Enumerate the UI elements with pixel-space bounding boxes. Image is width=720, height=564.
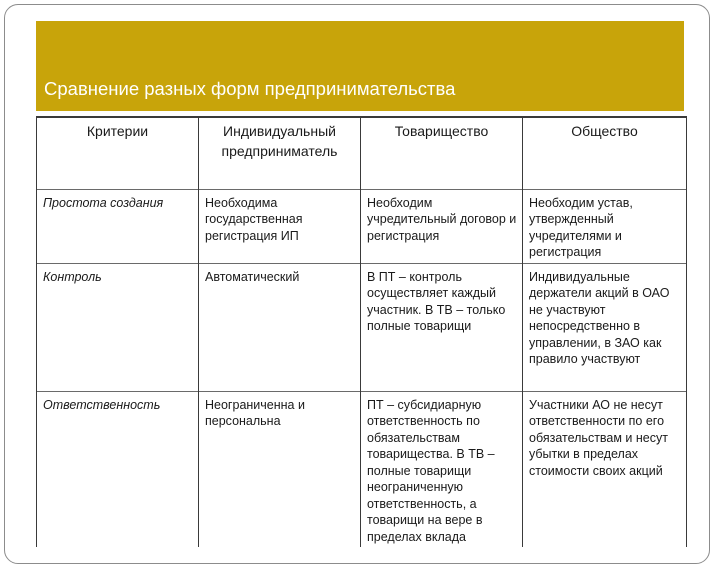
slide-title: Сравнение разных форм предпринимательства [44, 78, 456, 99]
comparison-table [36, 116, 687, 547]
header-row [37, 117, 687, 189]
cell-ip: Автоматический [199, 263, 361, 391]
cell-partnership: В ПТ – контроль осуществляет каждый участник. В ТВ – только полные товарищи [361, 263, 523, 391]
table-row [37, 263, 687, 391]
title-banner [36, 21, 684, 111]
cell-company: Необходим устав, утвержденный учредителями и регистрация [523, 189, 687, 263]
header-individual-entrepreneur: Индивидуальный предприниматель [199, 117, 361, 189]
table-row [37, 189, 687, 263]
row-criterion: Простота создания [37, 189, 199, 263]
cell-company: Участники АО не несут ответственности по его обязательствам и несут убытки в пределах стоимости своих акций [523, 391, 687, 547]
cell-ip: Необходима государственная регистрация ИП [199, 189, 361, 263]
cell-partnership: Необходим учредительный договор и регистрация [361, 189, 523, 263]
row-criterion: Ответственность [37, 391, 199, 547]
header-criteria: Критерии [37, 117, 199, 189]
cell-partnership: ПТ – субсидиарную ответственность по обязательствам товарищества. В ТВ – полные товарищи неограниченную ответственность, а товарищи на вере в пределах вклада [361, 391, 523, 547]
table-row [37, 391, 687, 547]
row-criterion: Контроль [37, 263, 199, 391]
header-partnership: Товарищество [361, 117, 523, 189]
cell-ip: Неограниченна и персональна [199, 391, 361, 547]
header-company: Общество [523, 117, 687, 189]
cell-company: Индивидуальные держатели акций в ОАО не участвуют непосредственно в управлении, в ЗАО как правило участвуют [523, 263, 687, 391]
